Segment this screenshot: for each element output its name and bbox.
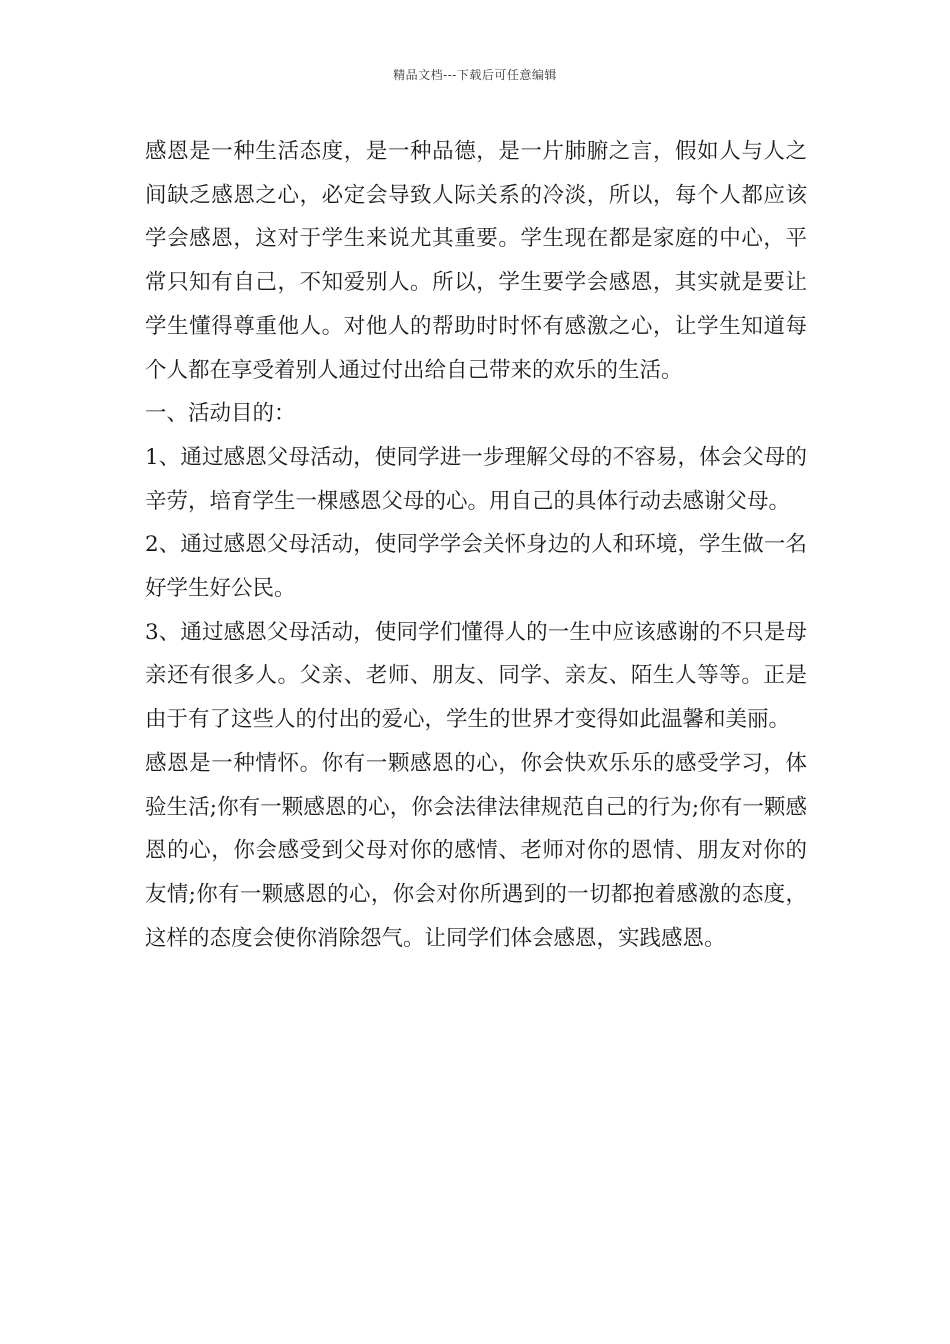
section-heading-activity-goals: 一、活动目的： [145,401,296,427]
document-body [145,130,807,960]
paragraph-gratitude-feeling: 感恩是一种情怀。你有一颗感恩的心，你会快欢乐乐的感受学习，体验生活;你有一颗感恩的心，你会法律法律规范自己的行为;你有一颗感恩的心，你会感受到父母对你的感情、老师对你的恩情、朋友对你的友情;你有一颗感恩的心，你会对你所遇到的一切都抱着感激的态度，这样的态度会使你消除怨气。让同学们体会感恩，实践感恩。 [145,750,807,951]
list-item-goal-1: 1、通过感恩父母活动，使同学进一步理解父母的不容易，体会父母的辛劳，培育学生一棵感恩父母的心。用自己的具体行动去感谢父母。 [145,444,807,514]
list-item-goal-2: 2、通过感恩父母活动，使同学学会关怀身边的人和环境，学生做一名好学生好公民。 [145,532,807,602]
list-item-goal-3: 3、通过感恩父母活动，使同学们懂得人的一生中应该感谢的不只是母亲还有很多人。父亲、老师、朋友、同学、亲友、陌生人等等。正是由于有了这些人的付出的爱心，学生的世界才变得如此温馨和美丽。 [145,619,807,733]
page-header: 精品文档---下载后可任意编辑 [393,68,557,82]
paragraph-intro: 感恩是一种生活态度，是一种品德，是一片肺腑之言，假如人与人之间缺乏感恩之心，必定会导致人际关系的冷淡，所以，每个人都应该学会感恩，这对于学生来说尤其重要。学生现在都是家庭的中心，平常只知有自己，不知爱别人。所以，学生要学会感恩，其实就是要让学生懂得尊重他人。对他人的帮助时时怀有感激之心，让学生知道每个人都在享受着别人通过付出给自己带来的欢乐的生活。 [145,139,807,383]
